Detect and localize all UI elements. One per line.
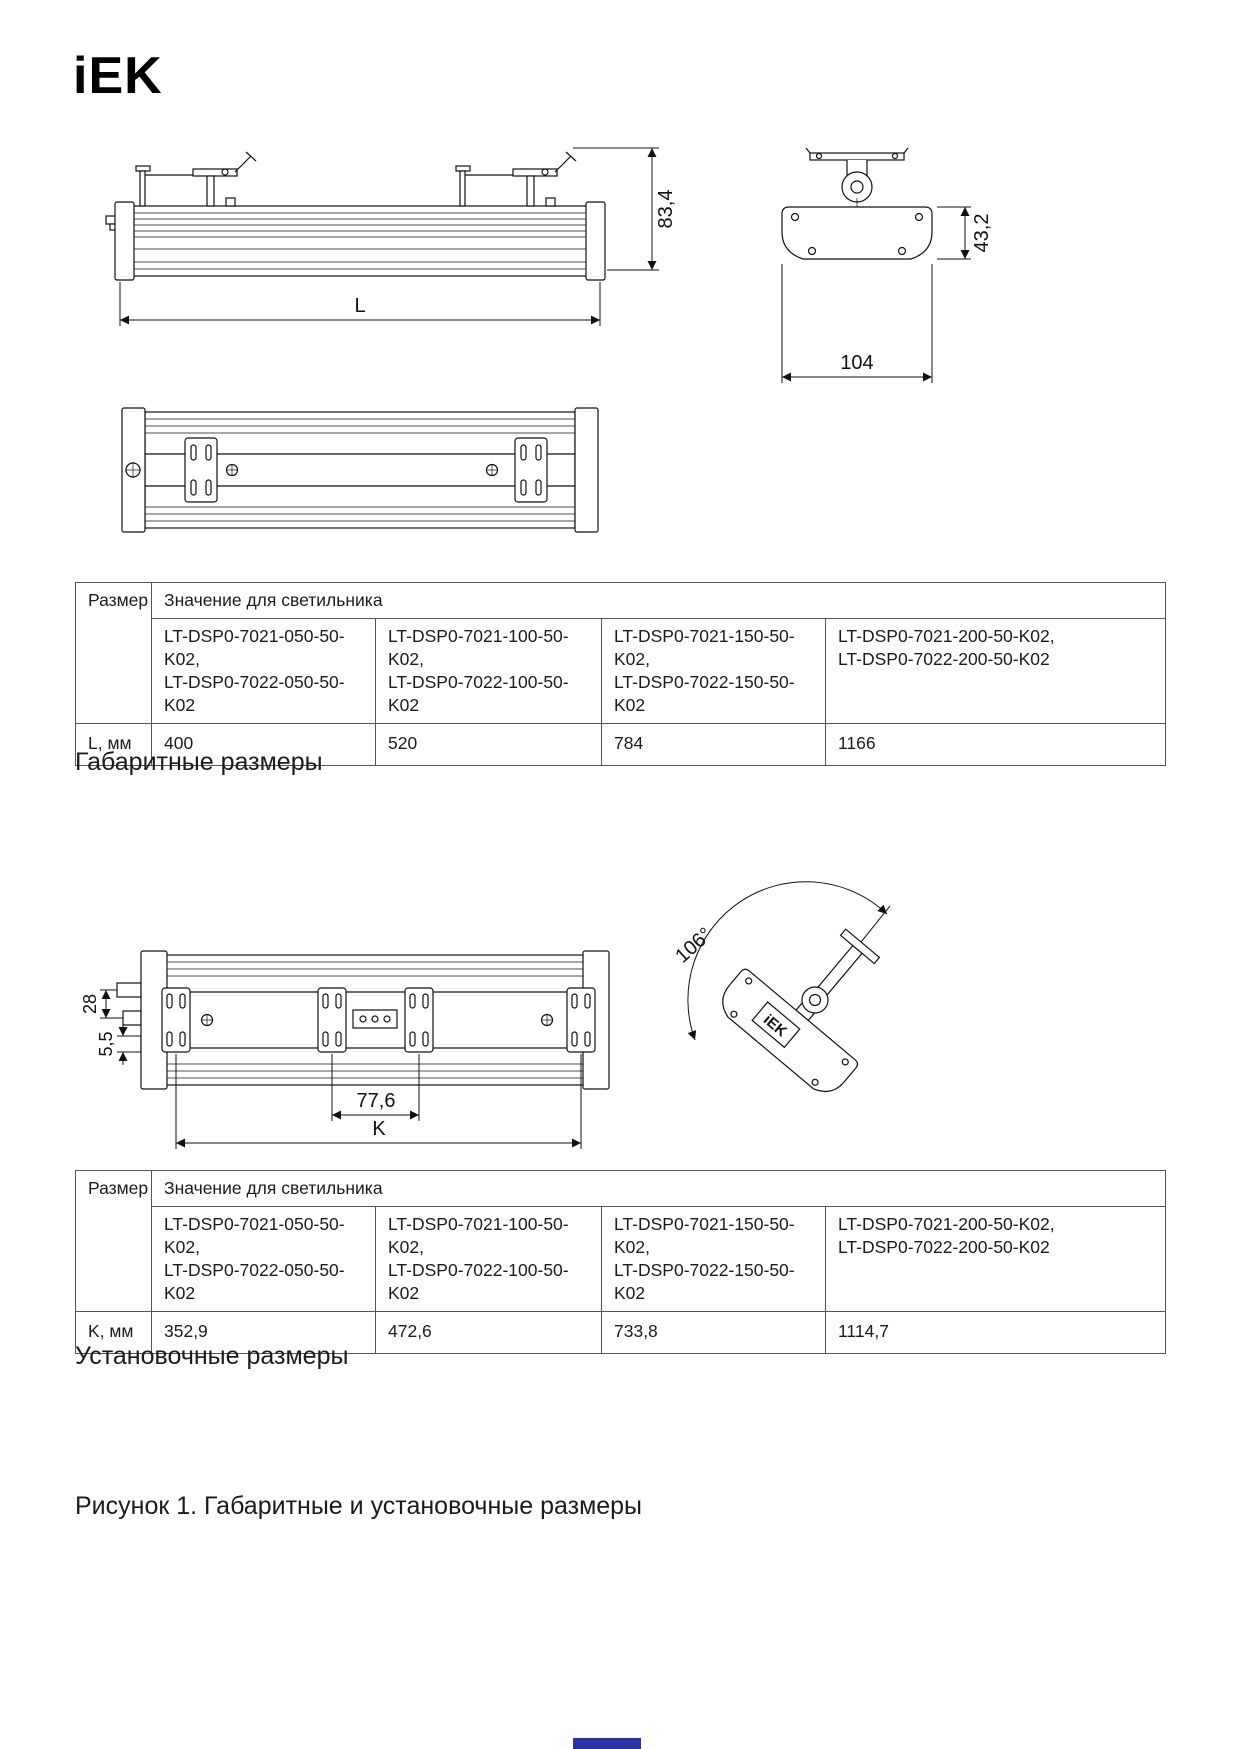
profile-body [782, 198, 932, 259]
value-header-cell: Значение для светильника [152, 583, 1166, 619]
value-cell: 1166 [826, 724, 1166, 765]
dim-83-4-label: 83,4 [655, 189, 677, 229]
figure-caption: Рисунок 1. Габаритные и установочные размеры [75, 1492, 643, 1520]
model-line: LT-DSP0-7021-200-50-K02, [838, 1214, 1055, 1235]
value-header-cell: Значение для светильника [152, 1171, 1166, 1207]
model-cell [602, 1207, 826, 1312]
row-label-cell: L, мм [76, 724, 152, 765]
model-cell [152, 1207, 376, 1312]
dim-K-label: K [372, 1118, 386, 1140]
dimension-height-43-2 [937, 207, 993, 259]
model-line: LT-DSP0-7022-150-50-K02 [614, 1260, 795, 1304]
suspension-bracket [806, 148, 908, 202]
model-cell [152, 619, 376, 724]
model-line: LT-DSP0-7021-050-50-K02, [164, 1214, 345, 1258]
value-cell: 520 [376, 724, 602, 765]
model-line: LT-DSP0-7021-150-50-K02, [614, 626, 795, 670]
dim-28-label: 28 [80, 993, 100, 1015]
value-cell: 784 [602, 724, 826, 765]
model-cell [826, 619, 1166, 724]
model-line: LT-DSP0-7021-050-50-K02, [164, 626, 345, 670]
dimension-length-L [120, 282, 600, 326]
side-view-drawing [105, 128, 685, 358]
value-cell: 400 [152, 724, 376, 765]
size-header-cell: Размер [76, 583, 152, 724]
iek-mark-label: iEK [759, 1011, 791, 1041]
size-header-cell: Размер [76, 1171, 152, 1312]
dim-77-6-label: 77,6 [356, 1090, 396, 1112]
bracket-plate [185, 438, 217, 502]
model-cell [602, 619, 826, 724]
model-line: LT-DSP0-7022-150-50-K02 [614, 672, 795, 716]
bracket-plate [162, 988, 190, 1052]
model-line: LT-DSP0-7021-150-50-K02, [614, 1214, 795, 1258]
model-line: LT-DSP0-7021-200-50-K02, [838, 626, 1055, 647]
value-cell: 352,9 [152, 1312, 376, 1353]
model-line: LT-DSP0-7022-200-50-K02 [838, 1237, 1050, 1258]
tilt-view-drawing [600, 900, 900, 1115]
value-cell: 733,8 [602, 1312, 826, 1353]
model-cell [376, 619, 602, 724]
end-view-drawing [755, 135, 1025, 405]
dim-43-2-label: 43,2 [971, 213, 993, 253]
model-cell [376, 1207, 602, 1312]
value-cell: 472,6 [376, 1312, 602, 1353]
model-line: LT-DSP0-7022-050-50-K02 [164, 672, 345, 716]
model-line: LT-DSP0-7022-050-50-K02 [164, 1260, 345, 1304]
iek-logo: iEK [73, 47, 163, 105]
model-line: LT-DSP0-7021-100-50-K02, [388, 626, 569, 670]
mounting-dimensions-table [75, 1170, 1166, 1354]
dimension-5-5 [96, 1023, 141, 1065]
dim-L-label: L [354, 295, 366, 317]
mounting-bracket [136, 152, 256, 206]
caption-overall-dimensions: Габаритные размеры [75, 748, 323, 776]
dim-5-5-label: 5,5 [96, 1031, 116, 1057]
center-hole-cluster [353, 1010, 397, 1028]
row-label-cell: K, мм [76, 1312, 152, 1353]
mounting-view-drawing [80, 930, 655, 1165]
model-line: LT-DSP0-7022-100-50-K02 [388, 1260, 569, 1304]
footer-mark [573, 1738, 641, 1749]
luminaire-body [106, 198, 605, 280]
dim-106-label: 106° [671, 923, 717, 968]
dimension-width-104 [782, 264, 932, 383]
caption-mounting-dimensions: Установочные размеры [75, 1342, 349, 1370]
model-line: LT-DSP0-7022-100-50-K02 [388, 672, 569, 716]
overall-dimensions-table [75, 582, 1166, 766]
model-line: LT-DSP0-7022-200-50-K02 [838, 649, 1050, 670]
bottom-view-drawing [110, 402, 610, 537]
model-cell [826, 1207, 1166, 1312]
tilted-body [713, 952, 872, 1101]
hinge [802, 987, 828, 1013]
value-cell: 1114,7 [826, 1312, 1166, 1353]
dim-104-label: 104 [840, 352, 874, 374]
model-line: LT-DSP0-7021-100-50-K02, [388, 1214, 569, 1258]
